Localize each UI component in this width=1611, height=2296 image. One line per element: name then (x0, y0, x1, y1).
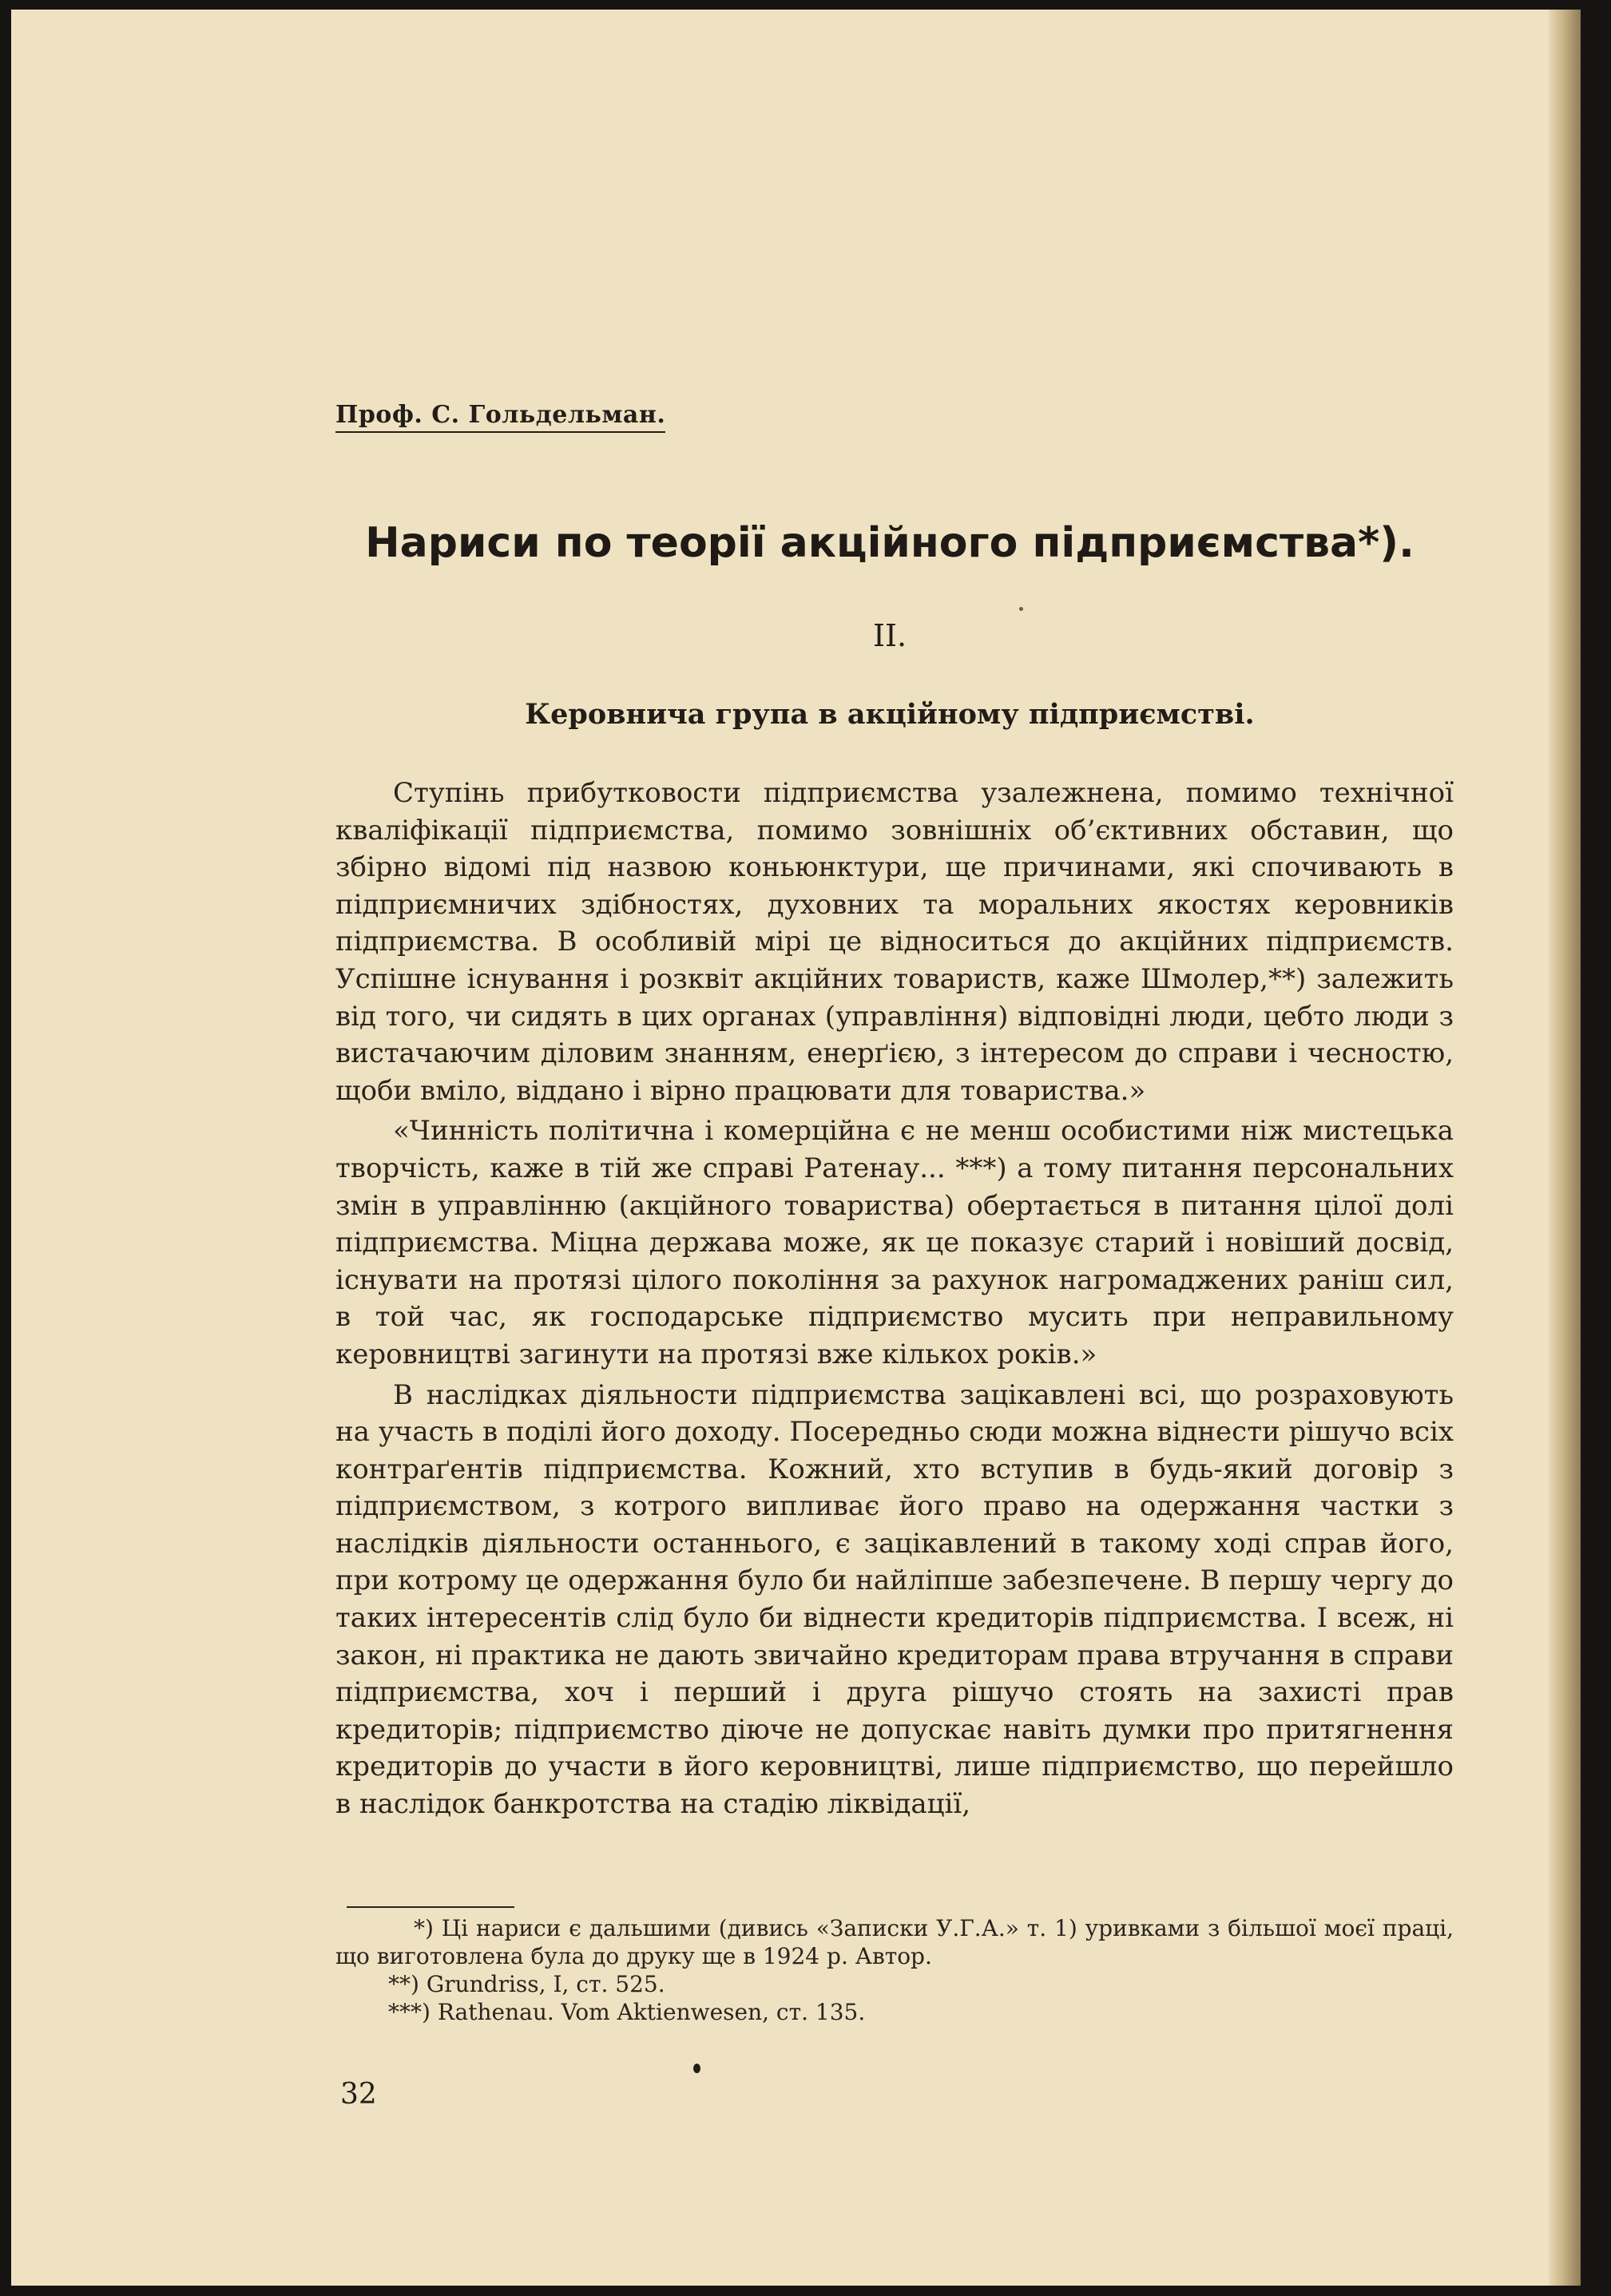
footnote: ***) Rathenau. Vom Aktienwesen, ст. 135. (388, 1999, 866, 2025)
part-number: II. (872, 618, 907, 653)
print-speck (1019, 607, 1023, 611)
article-author: Проф. С. Гольдельман. (335, 401, 665, 433)
print-speck (693, 2064, 700, 2073)
article-body (335, 775, 1454, 1826)
paragraph: В наслідках діяльности підприємства зацікавлені всі, що розраховують на участь в поділі його доходу. Посередньо сюди можна віднести рішучо всіх контраґентів підприємства. Кожний, хто вступив в будь-який договір з підприємством, з котрого випливає його право на одержання частки з наслідків діяльности останнього, є зацікавлений в такому ході справ його, при котрому це одержання було би найліпше забезпечене. В першу чергу до таких інтересентів слід було би віднести кредиторів підприємства. І всеж, ні закон, ні практика не дають звичайно кредиторам права втручання в справи підприємства, хоч і перший і друга рішучо стоять на захисті прав кредиторів; підприємство діюче не допускає навіть думки про притягнення кредиторів до участи в його керовництві, лише підприємство, що перейшло в наслідок банкротства на стадію ліквідації, (335, 1378, 1454, 1821)
footnotes (335, 1914, 1454, 2026)
article-title: Нариси по теорії акційного підприємства*). (365, 519, 1415, 567)
footnote: **) Grundriss, I, ст. 525. (388, 1971, 665, 1997)
paragraph: Ступінь прибутковости підприємства узалежнена, помимо технічної кваліфікації підприємства, помимо зовнішніх об’єктивних обставин, що збірно відомі під назвою коньюнктури, ще причинами, які спочивають в підприємничих здібностях, духовних та моральних якостях керовників підприємства. В особливій мірі це відноситься до акційних підприємств. Успішне існування і розквіт акційних товариств, каже Шмолер,**) залежить від того, чи сидять в цих органах (управління) відповідні люди, цебто люди з вистачаючим діловим знанням, енерґією, з інтересом до справи і чесностю, щоби вміло, віддано і вірно працювати для товариства.» (335, 777, 1454, 1107)
page-number: 32 (340, 2078, 377, 2111)
section-title: Керовнича група в акційному підприємстві. (525, 698, 1255, 731)
book-spine-shadow (1549, 10, 1581, 2286)
footnote: *) Ці нариси є дальшими (дивись «Записки У.Г.А.» т. 1) уривками з більшої моєї праці, що виготовлена була до друку ще в 1924 р. Автор. (335, 1915, 1454, 1969)
footnote-divider (347, 1906, 514, 1908)
paragraph: «Чинність політична і комерційна є не менш особистими ніж мистецька творчість, каже в тій же справі Ратенау... ***) а тому питання персональних змін в управлінню (акційного товариства) обертається в питання цілої долі підприємства. Міцна держава може, як це показує старий і новіший досвід, існувати на протязі цілого покоління за рахунок нагромаджених раніш сил, в той час, як господарське підприємство мусить при неправильному керовництві загинути на протязі вже кількох років.» (335, 1115, 1454, 1370)
book-page (11, 10, 1581, 2286)
